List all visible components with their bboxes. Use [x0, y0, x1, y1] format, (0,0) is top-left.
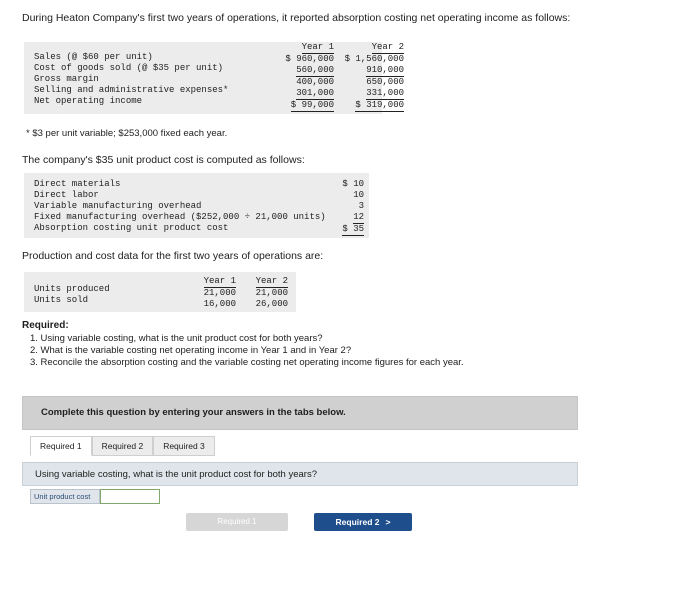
- instruction-text: Complete this question by entering your answers in the tabs below.: [41, 407, 346, 418]
- year2-cogs: 910,000: [366, 65, 404, 75]
- row-label-direct-materials: Direct materials: [34, 179, 121, 189]
- income-year2-column: [334, 42, 404, 112]
- required-list: [30, 333, 464, 369]
- unit-product-cost-input[interactable]: [100, 489, 160, 504]
- year1-header: Year 1: [301, 42, 334, 52]
- production-intro: Production and cost data for the first two years of operations are:: [22, 250, 324, 262]
- prev-button-label: Required 1: [217, 517, 257, 526]
- row-label-selling-admin: Selling and administrative expenses*: [34, 85, 229, 95]
- production-year1-header: Year 1: [203, 276, 236, 286]
- required-item-1: 1. Using variable costing, what is the unit product cost for both years?: [30, 333, 323, 344]
- row-label-cogs: Cost of goods sold (@ $35 per unit): [34, 63, 224, 73]
- year2-selling-admin: 331,000: [366, 88, 404, 98]
- row-label-net-income: Net operating income: [34, 96, 143, 106]
- row-label-units-produced: Units produced: [34, 284, 110, 294]
- income-year1-column: [260, 42, 334, 112]
- next-required-button[interactable]: [314, 513, 412, 531]
- tab-required-2[interactable]: Required 2: [92, 436, 154, 456]
- row-label-direct-labor: Direct labor: [34, 190, 99, 200]
- value-variable-overhead: 3: [358, 201, 364, 211]
- tab-required-1[interactable]: Required 1: [30, 436, 92, 456]
- row-label-fixed-overhead: Fixed manufacturing overhead ($252,000 ÷ 21,000 units): [34, 212, 326, 222]
- income-statement-table: [24, 42, 404, 114]
- year1-net-income: $ 99,000: [290, 100, 334, 110]
- row-label-sales: Sales (@ $60 per unit): [34, 52, 153, 62]
- year1-units-produced: 21,000: [203, 288, 236, 298]
- year2-gross-margin: 650,000: [366, 77, 404, 87]
- row-label-units-sold: Units sold: [34, 295, 89, 305]
- year2-units-sold: 26,000: [255, 299, 288, 309]
- production-year2-column: [248, 276, 288, 310]
- production-year1-column: [196, 276, 236, 310]
- value-direct-labor: 10: [353, 190, 364, 200]
- year1-units-sold: 16,000: [203, 299, 236, 309]
- unit-cost-values: [342, 179, 364, 236]
- footnote: * $3 per unit variable; $253,000 fixed each year.: [26, 128, 228, 139]
- value-direct-materials: $ 10: [342, 179, 364, 189]
- value-absorption-cost: $ 35: [342, 224, 364, 234]
- year2-header: Year 2: [371, 42, 404, 52]
- production-table: [24, 272, 296, 312]
- production-year2-header: Year 2: [255, 276, 288, 286]
- next-button-label: Required 2: [335, 517, 380, 527]
- question-text: Using variable costing, what is the unit product cost for both years?: [35, 469, 317, 480]
- year2-units-produced: 21,000: [255, 288, 288, 298]
- chevron-right-icon: >: [385, 517, 391, 527]
- prev-required-button[interactable]: [186, 513, 288, 531]
- required-item-3: 3. Reconcile the absorption costing and the variable costing net operating income figures for each year.: [30, 357, 464, 368]
- instruction-bar: [22, 396, 578, 430]
- year1-cogs: 560,000: [296, 65, 334, 75]
- row-label-absorption-cost: Absorption costing unit product cost: [34, 223, 229, 233]
- row-label-variable-overhead: Variable manufacturing overhead: [34, 201, 202, 211]
- year2-net-income: $ 319,000: [355, 100, 404, 110]
- answer-label: Unit product cost: [30, 489, 100, 504]
- year1-selling-admin: 301,000: [296, 88, 334, 98]
- intro-text: During Heaton Company's first two years of operations, it reported absorption costing net operating income as follows:: [22, 12, 571, 24]
- row-label-gross-margin: Gross margin: [34, 74, 99, 84]
- required-title: Required:: [22, 320, 69, 331]
- production-labels: [34, 284, 110, 306]
- required-tabs: [30, 436, 215, 456]
- unit-cost-table: [24, 173, 369, 238]
- income-row-labels: [34, 52, 228, 107]
- required-item-2: 2. What is the variable costing net operating income in Year 1 and in Year 2?: [30, 345, 352, 356]
- year2-sales: $ 1,560,000: [344, 54, 404, 64]
- unit-cost-intro: The company's $35 unit product cost is computed as follows:: [22, 154, 305, 166]
- year1-sales: $ 960,000: [285, 54, 334, 64]
- tab-required-3[interactable]: Required 3: [153, 436, 215, 456]
- unit-cost-labels: [34, 179, 326, 234]
- question-bar: [22, 462, 578, 486]
- value-fixed-overhead: 12: [353, 212, 364, 222]
- year1-gross-margin: 400,000: [296, 77, 334, 87]
